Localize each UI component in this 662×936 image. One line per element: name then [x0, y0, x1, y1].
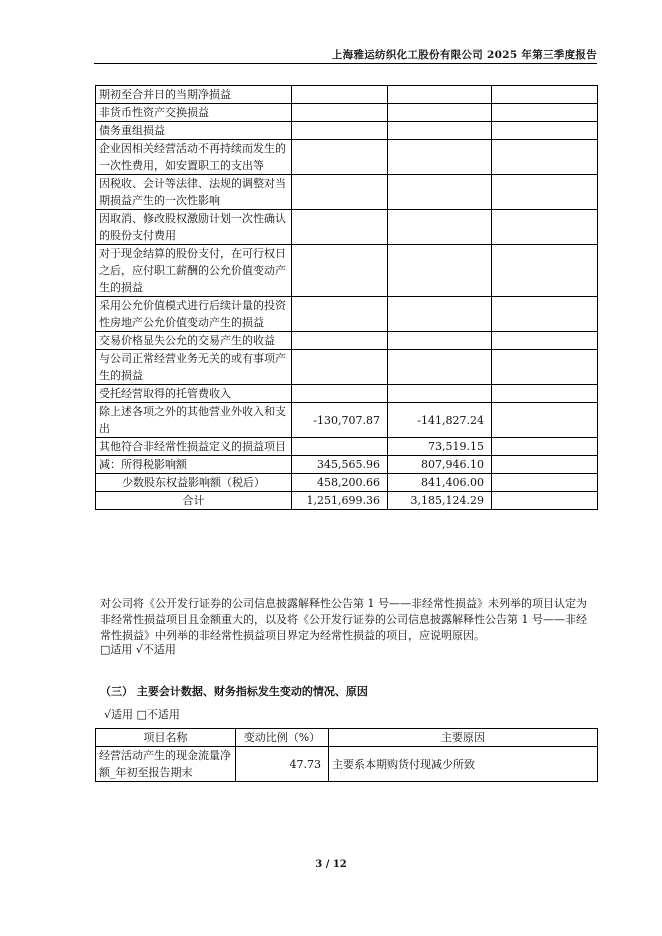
- row-item: 除上述各项之外的其他营业外收入和支出: [96, 403, 292, 438]
- row-note: [492, 297, 598, 332]
- table-row: [96, 140, 598, 175]
- row-note: [492, 385, 598, 403]
- row-item: 因取消、修改股权激励计划一次性确认的股份支付费用: [96, 210, 292, 245]
- row-current-value: [292, 438, 388, 456]
- row-note: [492, 492, 598, 510]
- row-current-value: [292, 122, 388, 140]
- row-current-value: 1,251,699.36: [292, 492, 388, 510]
- row-ytd-value: [388, 140, 492, 175]
- row-item: 对于现金结算的股份支付，在可行权日之后，应付职工薪酬的公允价值变动产生的损益: [96, 245, 292, 297]
- report-header-title: 上海雅运纺织化工股份有限公司 2025 年第三季度报告: [331, 49, 597, 61]
- table-row: [96, 297, 598, 332]
- row-current-value: [292, 140, 388, 175]
- row-ytd-value: [388, 297, 492, 332]
- table-row: [96, 385, 598, 403]
- row-item: 采用公允价值模式进行后续计量的投资性房地产公允价值变动产生的损益: [96, 297, 292, 332]
- row-ytd-value: 807,946.10: [388, 456, 492, 474]
- row-note: [492, 86, 598, 104]
- row-ytd-value: [388, 122, 492, 140]
- note-paragraph: 对公司将《公开发行证券的公司信息披露解释性公告第 1 号——非经常性损益》未列举的项目认定为非经常性损益项目且金额重大的，以及将《公开发行证券的公司信息披露解释性公告第 1 号——非经常性损益》中列举的非经常性损益项目界定为经常性损益的项目，应说明原因。: [100, 597, 587, 642]
- row-note: [492, 438, 598, 456]
- row-current-value: [292, 86, 388, 104]
- table-row: [96, 245, 598, 297]
- row-item: 非货币性资产交换损益: [96, 104, 292, 122]
- row-current-value: 458,200.66: [292, 474, 388, 492]
- row-ytd-value: [388, 86, 492, 104]
- row-change-ratio: 47.73: [236, 747, 329, 782]
- row-item: 其他符合非经常性损益定义的损益项目: [96, 438, 292, 456]
- row-ytd-value: 841,406.00: [388, 474, 492, 492]
- table-row: [96, 104, 598, 122]
- row-note: [492, 332, 598, 350]
- row-item: 少数股东权益影响额（税后）: [96, 474, 292, 492]
- row-note: [492, 122, 598, 140]
- header-change-ratio: 变动比例（%）: [236, 729, 329, 747]
- header-main-reason: 主要原因: [329, 729, 598, 747]
- table-row: [96, 403, 598, 438]
- row-note: [492, 210, 598, 245]
- table-row: [96, 210, 598, 245]
- row-note: [492, 474, 598, 492]
- row-ytd-value: [388, 385, 492, 403]
- row-ytd-value: [388, 245, 492, 297]
- table-header-row: [96, 729, 598, 747]
- table-row: [96, 122, 598, 140]
- row-item: 因税收、会计等法律、法规的调整对当期损益产生的一次性影响: [96, 175, 292, 210]
- row-ytd-value: [388, 350, 492, 385]
- row-item-name: 经营活动产生的现金流量净额_年初至报告期末: [96, 747, 236, 782]
- row-item: 债务重组损益: [96, 122, 292, 140]
- row-current-value: [292, 104, 388, 122]
- row-ytd-value: -141,827.24: [388, 403, 492, 438]
- change-reasons-table: [95, 728, 598, 782]
- header-rule: [94, 63, 597, 64]
- row-ytd-value: [388, 175, 492, 210]
- row-current-value: [292, 350, 388, 385]
- row-note: [492, 104, 598, 122]
- row-current-value: [292, 385, 388, 403]
- row-ytd-value: [388, 104, 492, 122]
- row-item: 受托经营取得的托管费收入: [96, 385, 292, 403]
- table-row: [96, 86, 598, 104]
- row-item: 合计: [96, 492, 292, 510]
- row-item: 减：所得税影响额: [96, 456, 292, 474]
- row-current-value: [292, 175, 388, 210]
- row-current-value: [292, 210, 388, 245]
- table-row: [96, 438, 598, 456]
- row-ytd-value: 73,519.15: [388, 438, 492, 456]
- header-item-name: 项目名称: [96, 729, 236, 747]
- table-row: [96, 456, 598, 474]
- applicability-options: □适用 √不适用: [100, 643, 176, 656]
- page-number: 3 / 12: [315, 859, 347, 870]
- table-row: [96, 474, 598, 492]
- row-current-value: 345,565.96: [292, 456, 388, 474]
- row-item: 交易价格显失公允的交易产生的收益: [96, 332, 292, 350]
- row-main-reason: 主要系本期购货付现减少所致: [329, 747, 598, 782]
- section-applicability-options: √适用 □不适用: [104, 708, 180, 721]
- row-note: [492, 403, 598, 438]
- row-item: 期初至合并日的当期净损益: [96, 86, 292, 104]
- row-ytd-value: 3,185,124.29: [388, 492, 492, 510]
- row-note: [492, 456, 598, 474]
- row-current-value: -130,707.87: [292, 403, 388, 438]
- non-recurring-gains-table: [95, 85, 598, 510]
- row-note: [492, 175, 598, 210]
- table-row: [96, 332, 598, 350]
- table-row: [96, 175, 598, 210]
- section-heading: （三） 主要会计数据、财务指标发生变动的情况、原因: [100, 685, 368, 698]
- row-current-value: [292, 245, 388, 297]
- table-row: [96, 747, 598, 782]
- row-note: [492, 140, 598, 175]
- row-ytd-value: [388, 332, 492, 350]
- row-item: 企业因相关经营活动不再持续而发生的一次性费用，如安置职工的支出等: [96, 140, 292, 175]
- table-row-total: [96, 492, 598, 510]
- table-row: [96, 350, 598, 385]
- row-note: [492, 350, 598, 385]
- row-current-value: [292, 332, 388, 350]
- row-item: 与公司正常经营业务无关的或有事项产生的损益: [96, 350, 292, 385]
- row-ytd-value: [388, 210, 492, 245]
- row-current-value: [292, 297, 388, 332]
- row-note: [492, 245, 598, 297]
